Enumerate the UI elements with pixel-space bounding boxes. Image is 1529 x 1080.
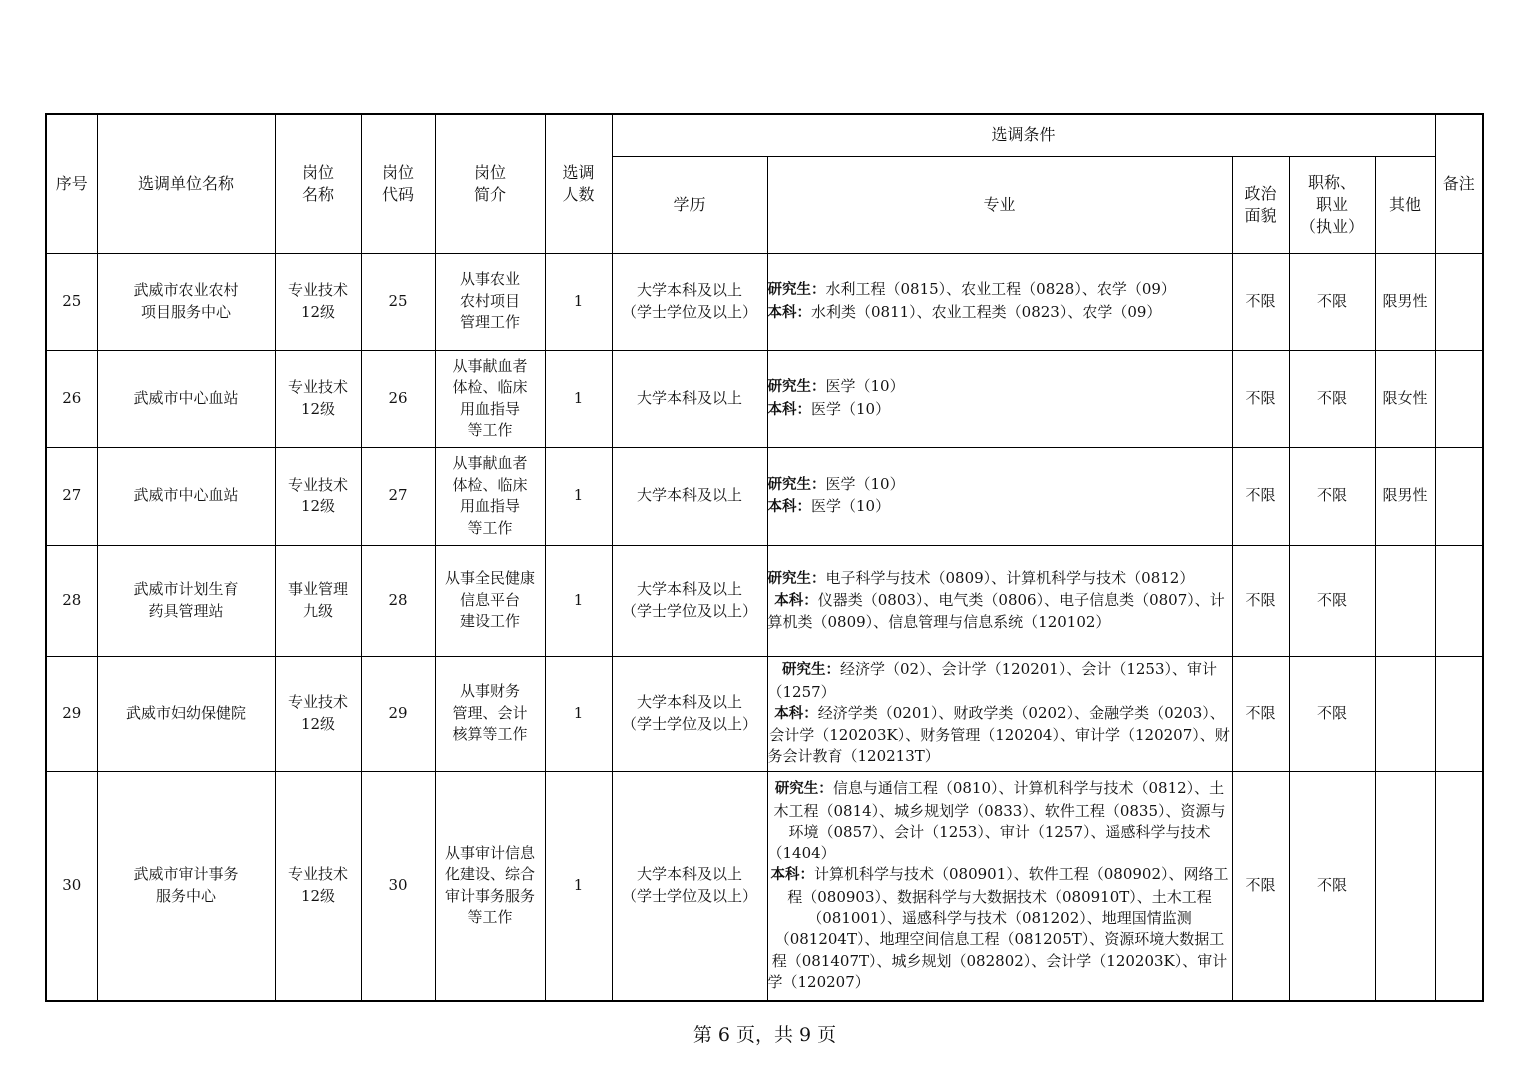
cell-title: 不限 bbox=[1289, 771, 1375, 1001]
cell-title: 不限 bbox=[1289, 447, 1375, 545]
cell-major bbox=[767, 771, 1232, 1001]
major-entry bbox=[768, 590, 1232, 634]
cell-post-desc-line: 信息平台 bbox=[459, 590, 520, 609]
major-text: 仪器类（0803）、电气类（0806）、电子信息类（0807）、计算机类（0809）、信息管理与信息系统（120102） bbox=[767, 590, 1225, 632]
major-label: 本科： bbox=[767, 401, 811, 418]
cell-education bbox=[612, 253, 767, 350]
cell-education-line: 大学本科及以上 bbox=[636, 281, 742, 299]
cell-major bbox=[767, 656, 1232, 771]
cell-post-name-line: 专业技术 bbox=[287, 865, 348, 884]
cell-unit-line: 药具管理站 bbox=[148, 601, 224, 620]
cell-seq: 30 bbox=[46, 771, 97, 1001]
cell-remark bbox=[1435, 545, 1483, 656]
table-header bbox=[46, 114, 1483, 253]
cell-post-desc-line: 管理、会计 bbox=[452, 703, 528, 722]
cell-post-code: 27 bbox=[361, 447, 435, 545]
major-text: 经济学（02）、会计学（120201）、会计（1253）、审计（1257） bbox=[767, 660, 1218, 701]
header-education: 学历 bbox=[612, 156, 767, 253]
major-entry bbox=[768, 659, 1232, 703]
cell-post-desc-line: 化建设、综合 bbox=[444, 865, 535, 884]
cell-post-desc-line: 体检、临床 bbox=[452, 475, 528, 494]
header-title: 职称、 职业 （执业） bbox=[1289, 156, 1375, 253]
cell-seq: 25 bbox=[46, 253, 97, 350]
header-count: 选调 人数 bbox=[545, 114, 612, 253]
cell-post-desc-line: 从事献血者 bbox=[452, 454, 528, 472]
cell-post-desc-line: 从事全民健康 bbox=[444, 569, 535, 588]
cell-post-name bbox=[275, 656, 361, 771]
major-label: 研究生： bbox=[767, 379, 826, 396]
cell-title: 不限 bbox=[1289, 253, 1375, 350]
cell-unit bbox=[97, 656, 275, 771]
cell-post-desc-line: 从事献血者 bbox=[452, 356, 528, 375]
cell-other: 限男性 bbox=[1375, 447, 1435, 545]
cell-post-name-line: 12级 bbox=[300, 886, 336, 905]
cell-other bbox=[1375, 656, 1435, 771]
major-text: 水利工程（0815）、农业工程（0828）、农学（09） bbox=[825, 280, 1176, 299]
major-label: 研究生： bbox=[767, 476, 826, 493]
cell-post-desc-line: 审计事务服务 bbox=[444, 886, 535, 905]
major-text: 水利类（0811）、农业工程类（0823）、农学（09） bbox=[811, 302, 1162, 321]
cell-post-code: 25 bbox=[361, 253, 435, 350]
cell-unit bbox=[97, 253, 275, 350]
cell-remark bbox=[1435, 447, 1483, 545]
cell-post-desc bbox=[435, 771, 545, 1001]
cell-count: 1 bbox=[545, 447, 612, 545]
major-entry bbox=[768, 778, 1232, 864]
header-major: 专业 bbox=[767, 156, 1232, 253]
cell-education-line: （学士学位及以上） bbox=[621, 886, 757, 905]
cell-unit bbox=[97, 447, 275, 545]
major-text: 医学（10） bbox=[825, 474, 905, 493]
cell-post-name-line: 专业技术 bbox=[287, 281, 348, 299]
cell-major bbox=[767, 545, 1232, 656]
cell-education bbox=[612, 350, 767, 447]
cell-post-name-line: 12级 bbox=[300, 302, 336, 321]
cell-unit bbox=[97, 350, 275, 447]
cell-education-line: 大学本科及以上 bbox=[636, 693, 742, 711]
major-text: 计算机科学与技术（080901）、软件工程（080902）、网络工程（080903）、数据科学与大数据技术（080910T）、土木工程（081001）、遥感科学与技术（081202）、地理国情监测（081204T）、地理空间信息工程（081205T）、资源环境大数据工程（081407T）、城乡规划（082802）、会计学（120203K）、审计学（120207） bbox=[767, 865, 1229, 991]
cell-post-name bbox=[275, 350, 361, 447]
major-label: 本科： bbox=[767, 499, 811, 515]
cell-post-desc-line: 等工作 bbox=[467, 421, 513, 439]
cell-title: 不限 bbox=[1289, 545, 1375, 656]
cell-unit-line: 武威市中心血站 bbox=[133, 388, 239, 407]
cell-unit-line: 武威市农业农村 bbox=[133, 281, 239, 299]
major-entry bbox=[768, 568, 1232, 590]
cell-count: 1 bbox=[545, 253, 612, 350]
table-row bbox=[46, 771, 1483, 1001]
cell-post-desc-line: 农村项目 bbox=[459, 291, 520, 310]
header-post-code: 岗位 代码 bbox=[361, 114, 435, 253]
cell-political: 不限 bbox=[1232, 350, 1289, 447]
cell-education-line: 大学本科及以上 bbox=[636, 388, 742, 407]
cell-major bbox=[767, 253, 1232, 350]
cell-post-name bbox=[275, 447, 361, 545]
cell-post-desc-line: 建设工作 bbox=[459, 612, 520, 631]
cell-post-code: 30 bbox=[361, 771, 435, 1001]
cell-other bbox=[1375, 545, 1435, 656]
table-row bbox=[46, 656, 1483, 771]
cell-count: 1 bbox=[545, 656, 612, 771]
cell-count: 1 bbox=[545, 350, 612, 447]
cell-seq: 26 bbox=[46, 350, 97, 447]
major-text: 经济学类（0201）、财政学类（0202）、金融学类（0203）、会计学（120203K）、财务管理（120204）、审计学（120207）、财务会计教育（120213T） bbox=[767, 703, 1230, 766]
header-post-name: 岗位 名称 bbox=[275, 114, 361, 253]
cell-post-desc-line: 核算等工作 bbox=[452, 725, 528, 744]
cell-education-line: 大学本科及以上 bbox=[636, 580, 742, 598]
cell-post-name bbox=[275, 253, 361, 350]
cell-post-name-line: 专业技术 bbox=[287, 475, 348, 494]
cell-post-desc-line: 用血指导 bbox=[459, 399, 520, 418]
major-label: 本科： bbox=[774, 592, 818, 609]
major-text: 医学（10） bbox=[811, 497, 891, 515]
header-unit: 选调单位名称 bbox=[97, 114, 275, 253]
cell-count: 1 bbox=[545, 771, 612, 1001]
cell-post-desc bbox=[435, 253, 545, 350]
cell-education-line: （学士学位及以上） bbox=[621, 302, 757, 321]
cell-seq: 28 bbox=[46, 545, 97, 656]
cell-other: 限女性 bbox=[1375, 350, 1435, 447]
cell-other: 限男性 bbox=[1375, 253, 1435, 350]
cell-unit-line: 武威市计划生育 bbox=[133, 580, 239, 598]
cell-post-code: 26 bbox=[361, 350, 435, 447]
cell-post-desc bbox=[435, 350, 545, 447]
recruitment-table bbox=[45, 113, 1484, 1002]
cell-unit-line: 项目服务中心 bbox=[140, 302, 231, 321]
cell-unit-line: 武威市中心血站 bbox=[133, 486, 239, 505]
major-entry bbox=[768, 279, 1232, 301]
table-row bbox=[46, 447, 1483, 545]
table-row bbox=[46, 350, 1483, 447]
cell-political: 不限 bbox=[1232, 447, 1289, 545]
cell-post-desc-line: 等工作 bbox=[467, 908, 513, 927]
table-row bbox=[46, 545, 1483, 656]
cell-post-desc-line: 从事审计信息 bbox=[444, 843, 535, 862]
cell-education bbox=[612, 447, 767, 545]
cell-remark bbox=[1435, 350, 1483, 447]
cell-political: 不限 bbox=[1232, 771, 1289, 1001]
cell-post-desc bbox=[435, 656, 545, 771]
cell-seq: 29 bbox=[46, 656, 97, 771]
cell-unit bbox=[97, 771, 275, 1001]
cell-count: 1 bbox=[545, 545, 612, 656]
table-row bbox=[46, 253, 1483, 350]
header-remark: 备注 bbox=[1435, 114, 1483, 253]
cell-unit bbox=[97, 545, 275, 656]
major-entry bbox=[768, 864, 1232, 993]
major-label: 本科： bbox=[767, 304, 811, 321]
cell-title: 不限 bbox=[1289, 350, 1375, 447]
cell-post-name-line: 事业管理 bbox=[287, 580, 348, 598]
cell-unit-line: 服务中心 bbox=[155, 886, 216, 905]
cell-other bbox=[1375, 771, 1435, 1001]
major-label: 研究生： bbox=[767, 570, 826, 587]
cell-political: 不限 bbox=[1232, 656, 1289, 771]
cell-post-name-line: 九级 bbox=[302, 601, 333, 620]
header-conditions: 选调条件 bbox=[612, 114, 1435, 156]
major-label: 研究生： bbox=[774, 781, 833, 798]
cell-post-desc-line: 从事财务 bbox=[459, 682, 520, 701]
cell-remark bbox=[1435, 253, 1483, 350]
major-entry bbox=[768, 496, 1232, 518]
cell-post-desc-line: 从事农业 bbox=[459, 270, 520, 289]
cell-education-line: 大学本科及以上 bbox=[636, 486, 742, 505]
cell-unit-line: 武威市妇幼保健院 bbox=[125, 703, 246, 722]
major-entry bbox=[768, 703, 1232, 768]
page-footer: 第 6 页，共 9 页 bbox=[692, 1024, 837, 1046]
major-text: 电子科学与技术（0809）、计算机科学与技术（0812） bbox=[825, 568, 1195, 587]
cell-post-code: 29 bbox=[361, 656, 435, 771]
cell-post-desc-line: 管理工作 bbox=[459, 313, 520, 332]
major-label: 研究生： bbox=[781, 662, 840, 679]
header-other: 其他 bbox=[1375, 156, 1435, 253]
cell-major bbox=[767, 447, 1232, 545]
major-entry bbox=[768, 302, 1232, 324]
cell-post-name bbox=[275, 545, 361, 656]
cell-seq: 27 bbox=[46, 447, 97, 545]
major-text: 信息与通信工程（0810）、计算机科学与技术（0812）、土木工程（0814）、城乡规划学（0833）、软件工程（0835）、资源与环境（0857）、会计（1253）、审计（1257）、遥感科学与技术（1404） bbox=[767, 779, 1226, 863]
cell-education bbox=[612, 656, 767, 771]
cell-post-desc bbox=[435, 447, 545, 545]
cell-post-desc bbox=[435, 545, 545, 656]
cell-post-name bbox=[275, 771, 361, 1001]
cell-unit-line: 武威市审计事务 bbox=[133, 865, 239, 884]
cell-post-name-line: 12级 bbox=[300, 714, 336, 733]
cell-education-line: （学士学位及以上） bbox=[621, 714, 757, 733]
cell-post-code: 28 bbox=[361, 545, 435, 656]
cell-title: 不限 bbox=[1289, 656, 1375, 771]
cell-political: 不限 bbox=[1232, 253, 1289, 350]
cell-education bbox=[612, 545, 767, 656]
cell-remark bbox=[1435, 771, 1483, 1001]
cell-post-desc-line: 体检、临床 bbox=[452, 378, 528, 396]
major-text: 医学（10） bbox=[811, 399, 891, 418]
header-post-desc: 岗位 简介 bbox=[435, 114, 545, 253]
cell-post-name-line: 专业技术 bbox=[287, 693, 348, 711]
cell-education-line: （学士学位及以上） bbox=[621, 601, 757, 620]
cell-political: 不限 bbox=[1232, 545, 1289, 656]
cell-post-name-line: 12级 bbox=[300, 497, 336, 515]
cell-post-desc-line: 等工作 bbox=[467, 518, 513, 537]
major-label: 研究生： bbox=[767, 282, 826, 299]
major-label: 本科： bbox=[770, 867, 814, 884]
major-label: 本科： bbox=[774, 705, 818, 722]
major-entry bbox=[768, 376, 1232, 398]
cell-post-name-line: 12级 bbox=[300, 399, 336, 418]
cell-post-desc-line: 用血指导 bbox=[459, 497, 520, 515]
cell-education-line: 大学本科及以上 bbox=[636, 865, 742, 884]
cell-education bbox=[612, 771, 767, 1001]
table-body bbox=[46, 253, 1483, 1001]
major-entry bbox=[768, 474, 1232, 496]
cell-post-name-line: 专业技术 bbox=[287, 378, 348, 396]
cell-remark bbox=[1435, 656, 1483, 771]
header-political: 政治 面貌 bbox=[1232, 156, 1289, 253]
header-seq: 序号 bbox=[46, 114, 97, 253]
major-text: 医学（10） bbox=[825, 377, 905, 396]
major-entry bbox=[768, 399, 1232, 421]
cell-major bbox=[767, 350, 1232, 447]
